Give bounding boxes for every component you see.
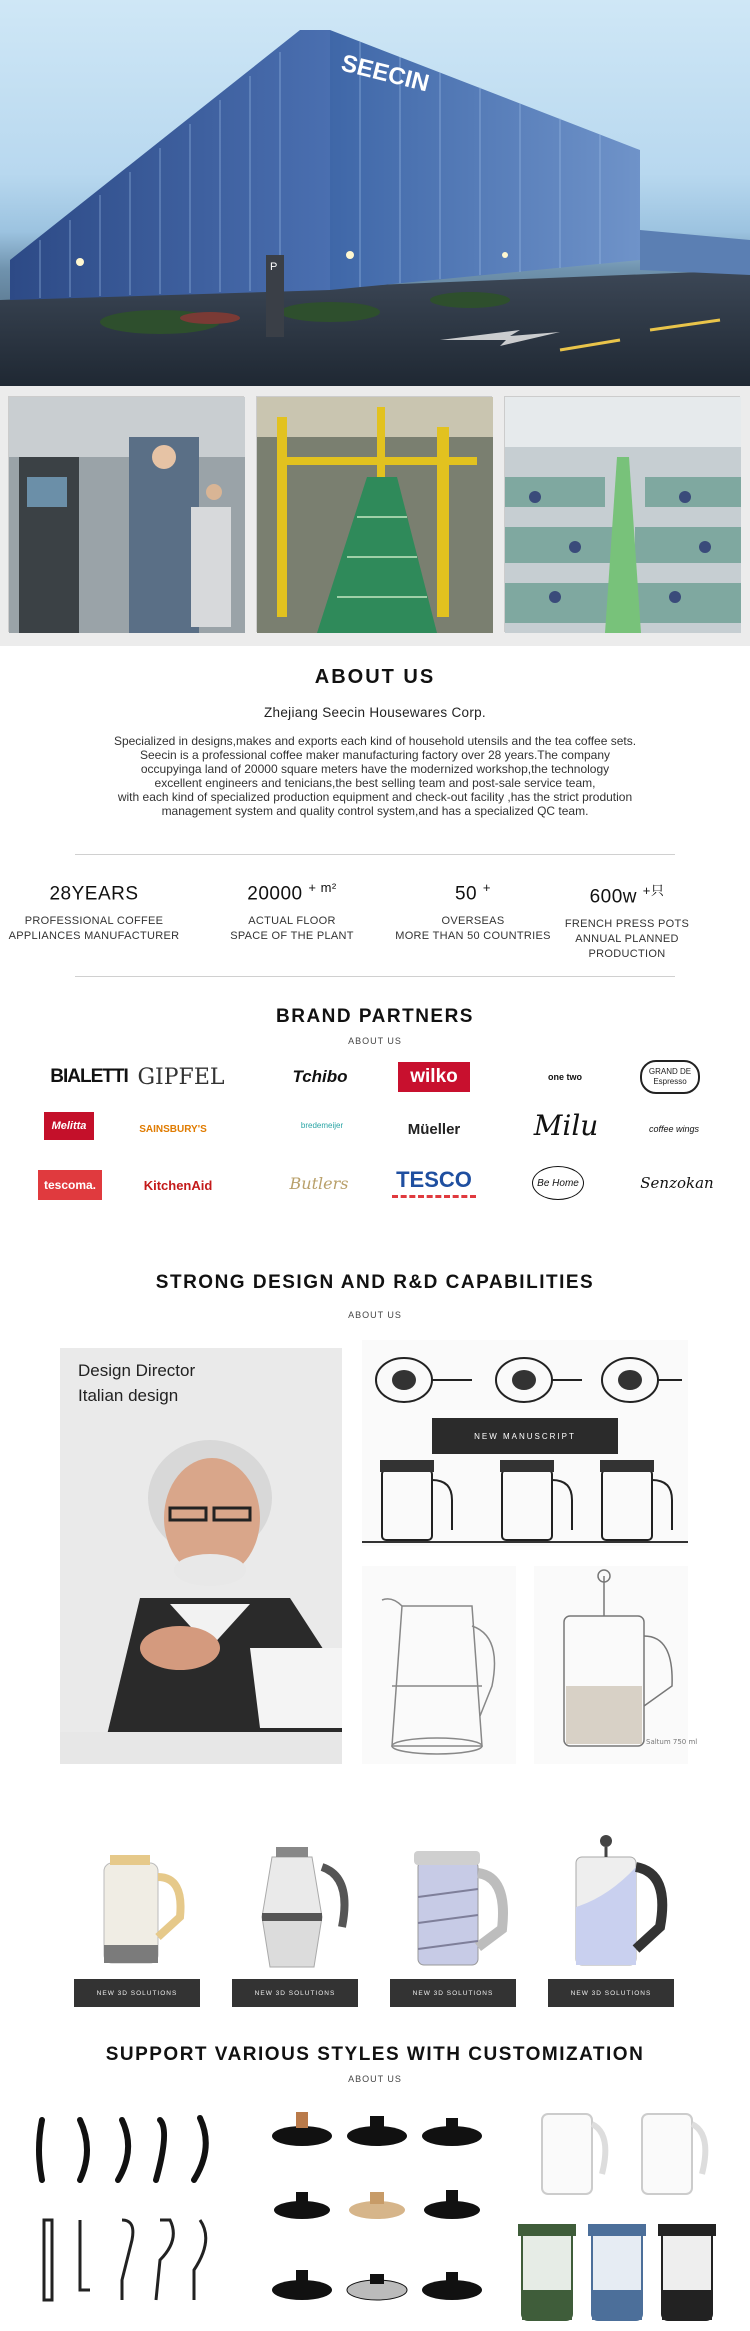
logo-wilko: wilko xyxy=(398,1062,470,1092)
description-line: Seecin is a professional coffee maker manufacturing factory over 28 years.The company xyxy=(139,748,610,762)
logo-coffee-wings: coffee wings xyxy=(648,1124,700,1134)
director-portrait xyxy=(60,1348,342,1764)
logo-gipfel: GIPFEL xyxy=(137,1064,225,1090)
sketch-note: Saltum 750 ml xyxy=(646,1738,698,1746)
logo-tesco: TESCO xyxy=(392,1164,476,1198)
brand-partners-subtitle: ABOUT US xyxy=(348,1036,402,1046)
design-director-photo xyxy=(60,1348,342,1764)
logo-bialetti: BIALETTI xyxy=(50,1066,128,1087)
logo-melitta: Melitta xyxy=(44,1112,94,1140)
new-3d-solutions-label: NEW 3D SOLUTIONS xyxy=(390,1979,516,2007)
customization-subtitle: ABOUT US xyxy=(348,2074,402,2084)
coffee-maker-render xyxy=(548,1827,678,1977)
solution-card xyxy=(74,1827,204,2007)
handle-options xyxy=(30,2100,230,2331)
logo-milu: Milu xyxy=(533,1108,599,1142)
stat-line: ACTUAL FLOOR xyxy=(248,915,336,928)
logo-mueller: Müeller xyxy=(407,1120,461,1138)
stat-value: 50 xyxy=(454,883,478,905)
description-line: excellent engineers and tenicians,the best selling team and post-sale service team, xyxy=(154,776,596,790)
new-manuscript-banner: NEW MANUSCRIPT xyxy=(432,1418,618,1454)
logo-butlers: Butlers xyxy=(289,1173,349,1193)
factory-building-illustration xyxy=(0,0,750,386)
logo-bredemeijer: bredemeijer xyxy=(300,1120,344,1130)
company-name: Zhejiang Seecin Housewares Corp. xyxy=(264,705,486,720)
new-3d-solutions-label: NEW 3D SOLUTIONS xyxy=(548,1979,674,2007)
director-title: Design Director xyxy=(78,1361,196,1380)
description-line: management system and quality control system,and has a specialized QC team. xyxy=(161,804,589,818)
workshop-photo-machine xyxy=(8,396,244,632)
about-title: ABOUT US xyxy=(314,666,436,688)
logo-one-two: one two xyxy=(548,1072,582,1082)
brand-logos-grid xyxy=(0,1060,750,1240)
director-subtitle: Italian design xyxy=(78,1386,179,1405)
stat-line: PROFESSIONAL COFFEE xyxy=(24,915,164,928)
about-description xyxy=(55,734,695,818)
stat-line: MORE THAN 50 COUNTRIES xyxy=(395,930,551,943)
stats-row xyxy=(0,880,750,980)
description-line: with each kind of specialized production equipment and check-out facility ,has the strict prodution xyxy=(117,790,633,804)
stat-value: 20000 xyxy=(247,883,303,905)
stat-floor xyxy=(197,880,387,944)
stat-sup: + m² xyxy=(308,880,337,895)
stat-sup: +只 xyxy=(642,883,665,898)
stat-value: 28YEARS xyxy=(49,883,139,905)
divider xyxy=(75,854,675,855)
solution-card xyxy=(390,1827,520,2007)
stat-line: FRENCH PRESS POTS xyxy=(564,918,690,931)
brand-partners-title: BRAND PARTNERS xyxy=(276,1006,474,1027)
seecin-sign: SEECIN xyxy=(338,49,432,98)
hero-factory-image xyxy=(0,0,750,386)
design-title: STRONG DESIGN AND R&D CAPABILITIES xyxy=(155,1272,595,1293)
logo-tescoma: tescoma. xyxy=(38,1170,102,1200)
kettle-render xyxy=(74,1827,204,1977)
design-subtitle: ABOUT US xyxy=(348,1310,402,1320)
divider xyxy=(75,976,675,977)
solution-card xyxy=(232,1827,362,2007)
pencil-sketch-press xyxy=(534,1566,698,1764)
pencil-sketch-pitcher xyxy=(362,1566,516,1764)
description-line: Specialized in designs,makes and exports each kind of household utensils and the tea coffee sets. xyxy=(113,734,637,748)
logo-senzokan: Senzokan xyxy=(640,1174,714,1192)
logo-tchibo: Tchibo xyxy=(292,1067,348,1086)
workshop-photo-assembly xyxy=(504,396,740,632)
solution-card xyxy=(548,1827,678,2007)
factory-photos-strip xyxy=(0,386,750,646)
stat-line: PRODUCTION xyxy=(588,948,666,961)
about-section xyxy=(0,666,750,818)
logo-grand-espresso: GRAND DE Espresso xyxy=(640,1060,700,1094)
stat-value: 600w xyxy=(589,886,638,908)
moka-pot-render xyxy=(232,1827,362,1977)
logo-kitchenaid: KitchenAid xyxy=(143,1177,213,1193)
stat-line: OVERSEAS xyxy=(441,915,505,928)
new-3d-solutions-label: NEW 3D SOLUTIONS xyxy=(232,1979,358,2007)
stat-line: APPLIANCES MANUFACTURER xyxy=(8,930,180,943)
customization-title: SUPPORT VARIOUS STYLES WITH CUSTOMIZATION xyxy=(105,2044,645,2065)
new-3d-solutions-label: NEW 3D SOLUTIONS xyxy=(74,1979,200,2007)
french-press-render xyxy=(390,1827,520,1977)
stat-years xyxy=(0,880,189,944)
workshop-photo-line xyxy=(256,396,492,632)
logo-be-home: Be Home xyxy=(532,1166,584,1200)
stat-sup: + xyxy=(482,880,491,895)
press-color-options xyxy=(512,2100,732,2331)
stat-line: ANNUAL PLANNED xyxy=(575,933,679,946)
description-line: occupyinga land of 20000 square meters have the modernized workshop,the technology xyxy=(140,762,610,776)
stat-production xyxy=(532,880,722,962)
parking-sign: P xyxy=(270,261,278,273)
stat-line: SPACE OF THE PLANT xyxy=(230,930,354,943)
lid-options xyxy=(262,2100,492,2331)
logo-sainsburys: SAINSBURY'S xyxy=(139,1123,207,1135)
